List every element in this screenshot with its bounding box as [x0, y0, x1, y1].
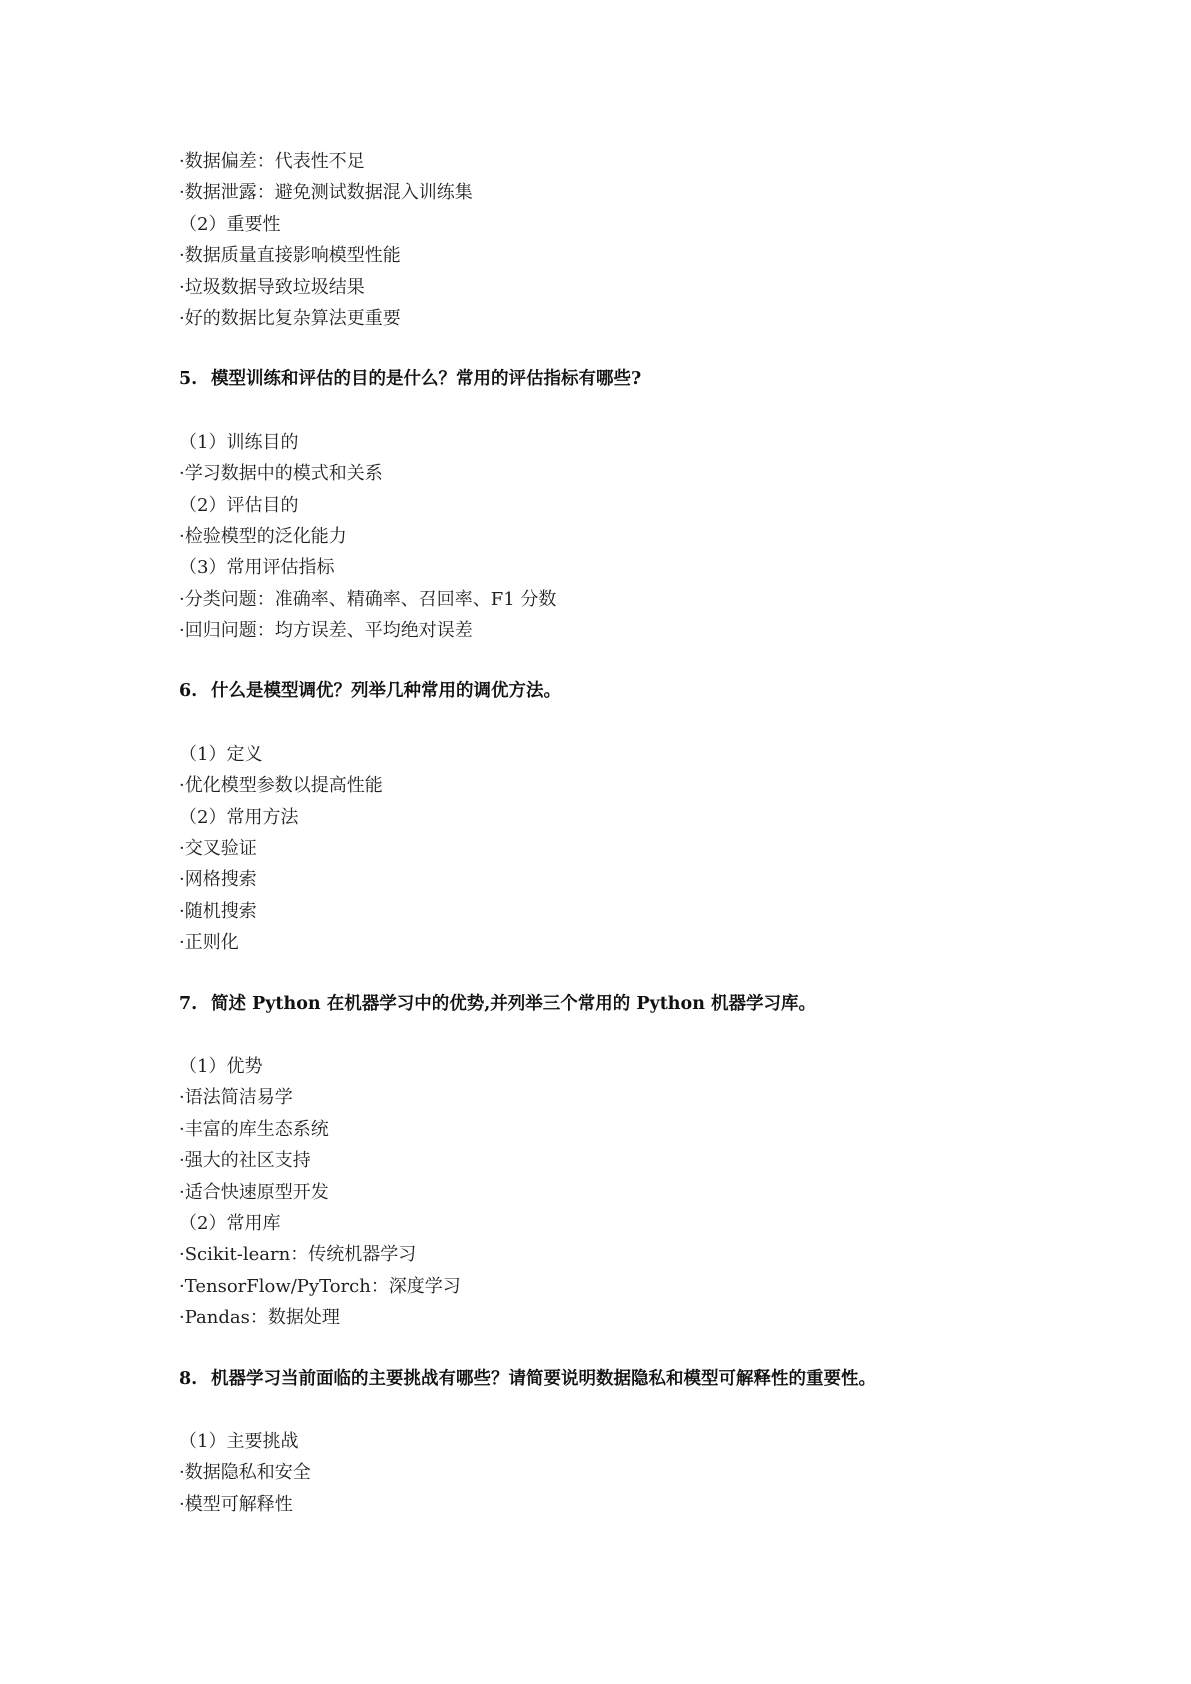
- text-line: ·检验模型的泛化能力: [179, 525, 347, 547]
- question-section-8: [179, 1364, 1079, 1521]
- answer-block: [179, 739, 1079, 959]
- text-line: ·数据偏差：代表性不足: [179, 151, 365, 172]
- text-line: （3）常用评估指标: [179, 557, 335, 579]
- question-title: 模型训练和评估的目的是什么？常用的评估指标有哪些?: [211, 369, 642, 390]
- document-content: [179, 146, 1079, 1520]
- question-title: 什么是模型调优？列举几种常用的调优方法。: [211, 681, 561, 702]
- text-line: ·TensorFlow/PyTorch：深度学习: [179, 1275, 461, 1297]
- question-title: 简述 Python 在机器学习中的优势,并列举三个常用的 Python 机器学习库。: [211, 993, 817, 1014]
- text-line: ·正则化: [179, 932, 239, 954]
- question-number: 5.: [179, 369, 198, 390]
- answer-block: [179, 427, 1079, 647]
- answer-block: [179, 1051, 1079, 1334]
- text-line: ·垃圾数据导致垃圾结果: [179, 276, 365, 298]
- text-line: ·语法简洁易学: [179, 1087, 293, 1109]
- text-line: ·好的数据比复杂算法更重要: [179, 307, 401, 329]
- text-line: ·随机搜索: [179, 900, 257, 922]
- text-line: ·强大的社区支持: [179, 1150, 311, 1172]
- question-heading: [179, 989, 1079, 1020]
- text-line: ·丰富的库生态系统: [179, 1118, 329, 1140]
- question-section-6: [179, 676, 1079, 958]
- text-line: （1）训练目的: [179, 431, 299, 453]
- text-line: ·数据泄露：避免测试数据混入训练集: [179, 182, 473, 204]
- text-line: （2）评估目的: [179, 494, 299, 516]
- text-line: ·数据隐私和安全: [179, 1462, 311, 1484]
- text-line: ·回归问题：均方误差、平均绝对误差: [179, 620, 473, 642]
- text-line: ·Pandas：数据处理: [179, 1307, 340, 1329]
- text-line: ·分类问题：准确率、精确率、召回率、F1 分数: [179, 588, 557, 610]
- question-heading: [179, 364, 1079, 395]
- intro-block: [179, 146, 1079, 334]
- text-line: ·Scikit-learn：传统机器学习: [179, 1244, 417, 1266]
- text-line: ·优化模型参数以提高性能: [179, 775, 383, 797]
- question-number: 6.: [179, 681, 198, 702]
- text-line: ·数据质量直接影响模型性能: [179, 245, 401, 267]
- text-line: ·学习数据中的模式和关系: [179, 463, 383, 485]
- text-line: ·网格搜索: [179, 869, 257, 891]
- question-section-5: [179, 364, 1079, 646]
- question-heading: [179, 1364, 1079, 1395]
- question-number: 7.: [179, 993, 198, 1014]
- text-line: （1）优势: [179, 1055, 263, 1077]
- text-line: （2）常用方法: [179, 806, 299, 828]
- question-section-7: [179, 989, 1079, 1334]
- text-line: ·适合快速原型开发: [179, 1181, 329, 1203]
- text-line: （1）定义: [179, 743, 263, 765]
- question-number: 8.: [179, 1368, 198, 1389]
- question-heading: [179, 676, 1079, 707]
- question-title: 机器学习当前面临的主要挑战有哪些？请简要说明数据隐私和模型可解释性的重要性。: [211, 1368, 876, 1389]
- text-line: ·模型可解释性: [179, 1493, 293, 1515]
- text-line: （2）重要性: [179, 213, 281, 235]
- text-line: ·交叉验证: [179, 838, 257, 860]
- text-line: （2）常用库: [179, 1212, 281, 1234]
- text-line: （1）主要挑战: [179, 1430, 299, 1452]
- answer-block: [179, 1426, 1079, 1520]
